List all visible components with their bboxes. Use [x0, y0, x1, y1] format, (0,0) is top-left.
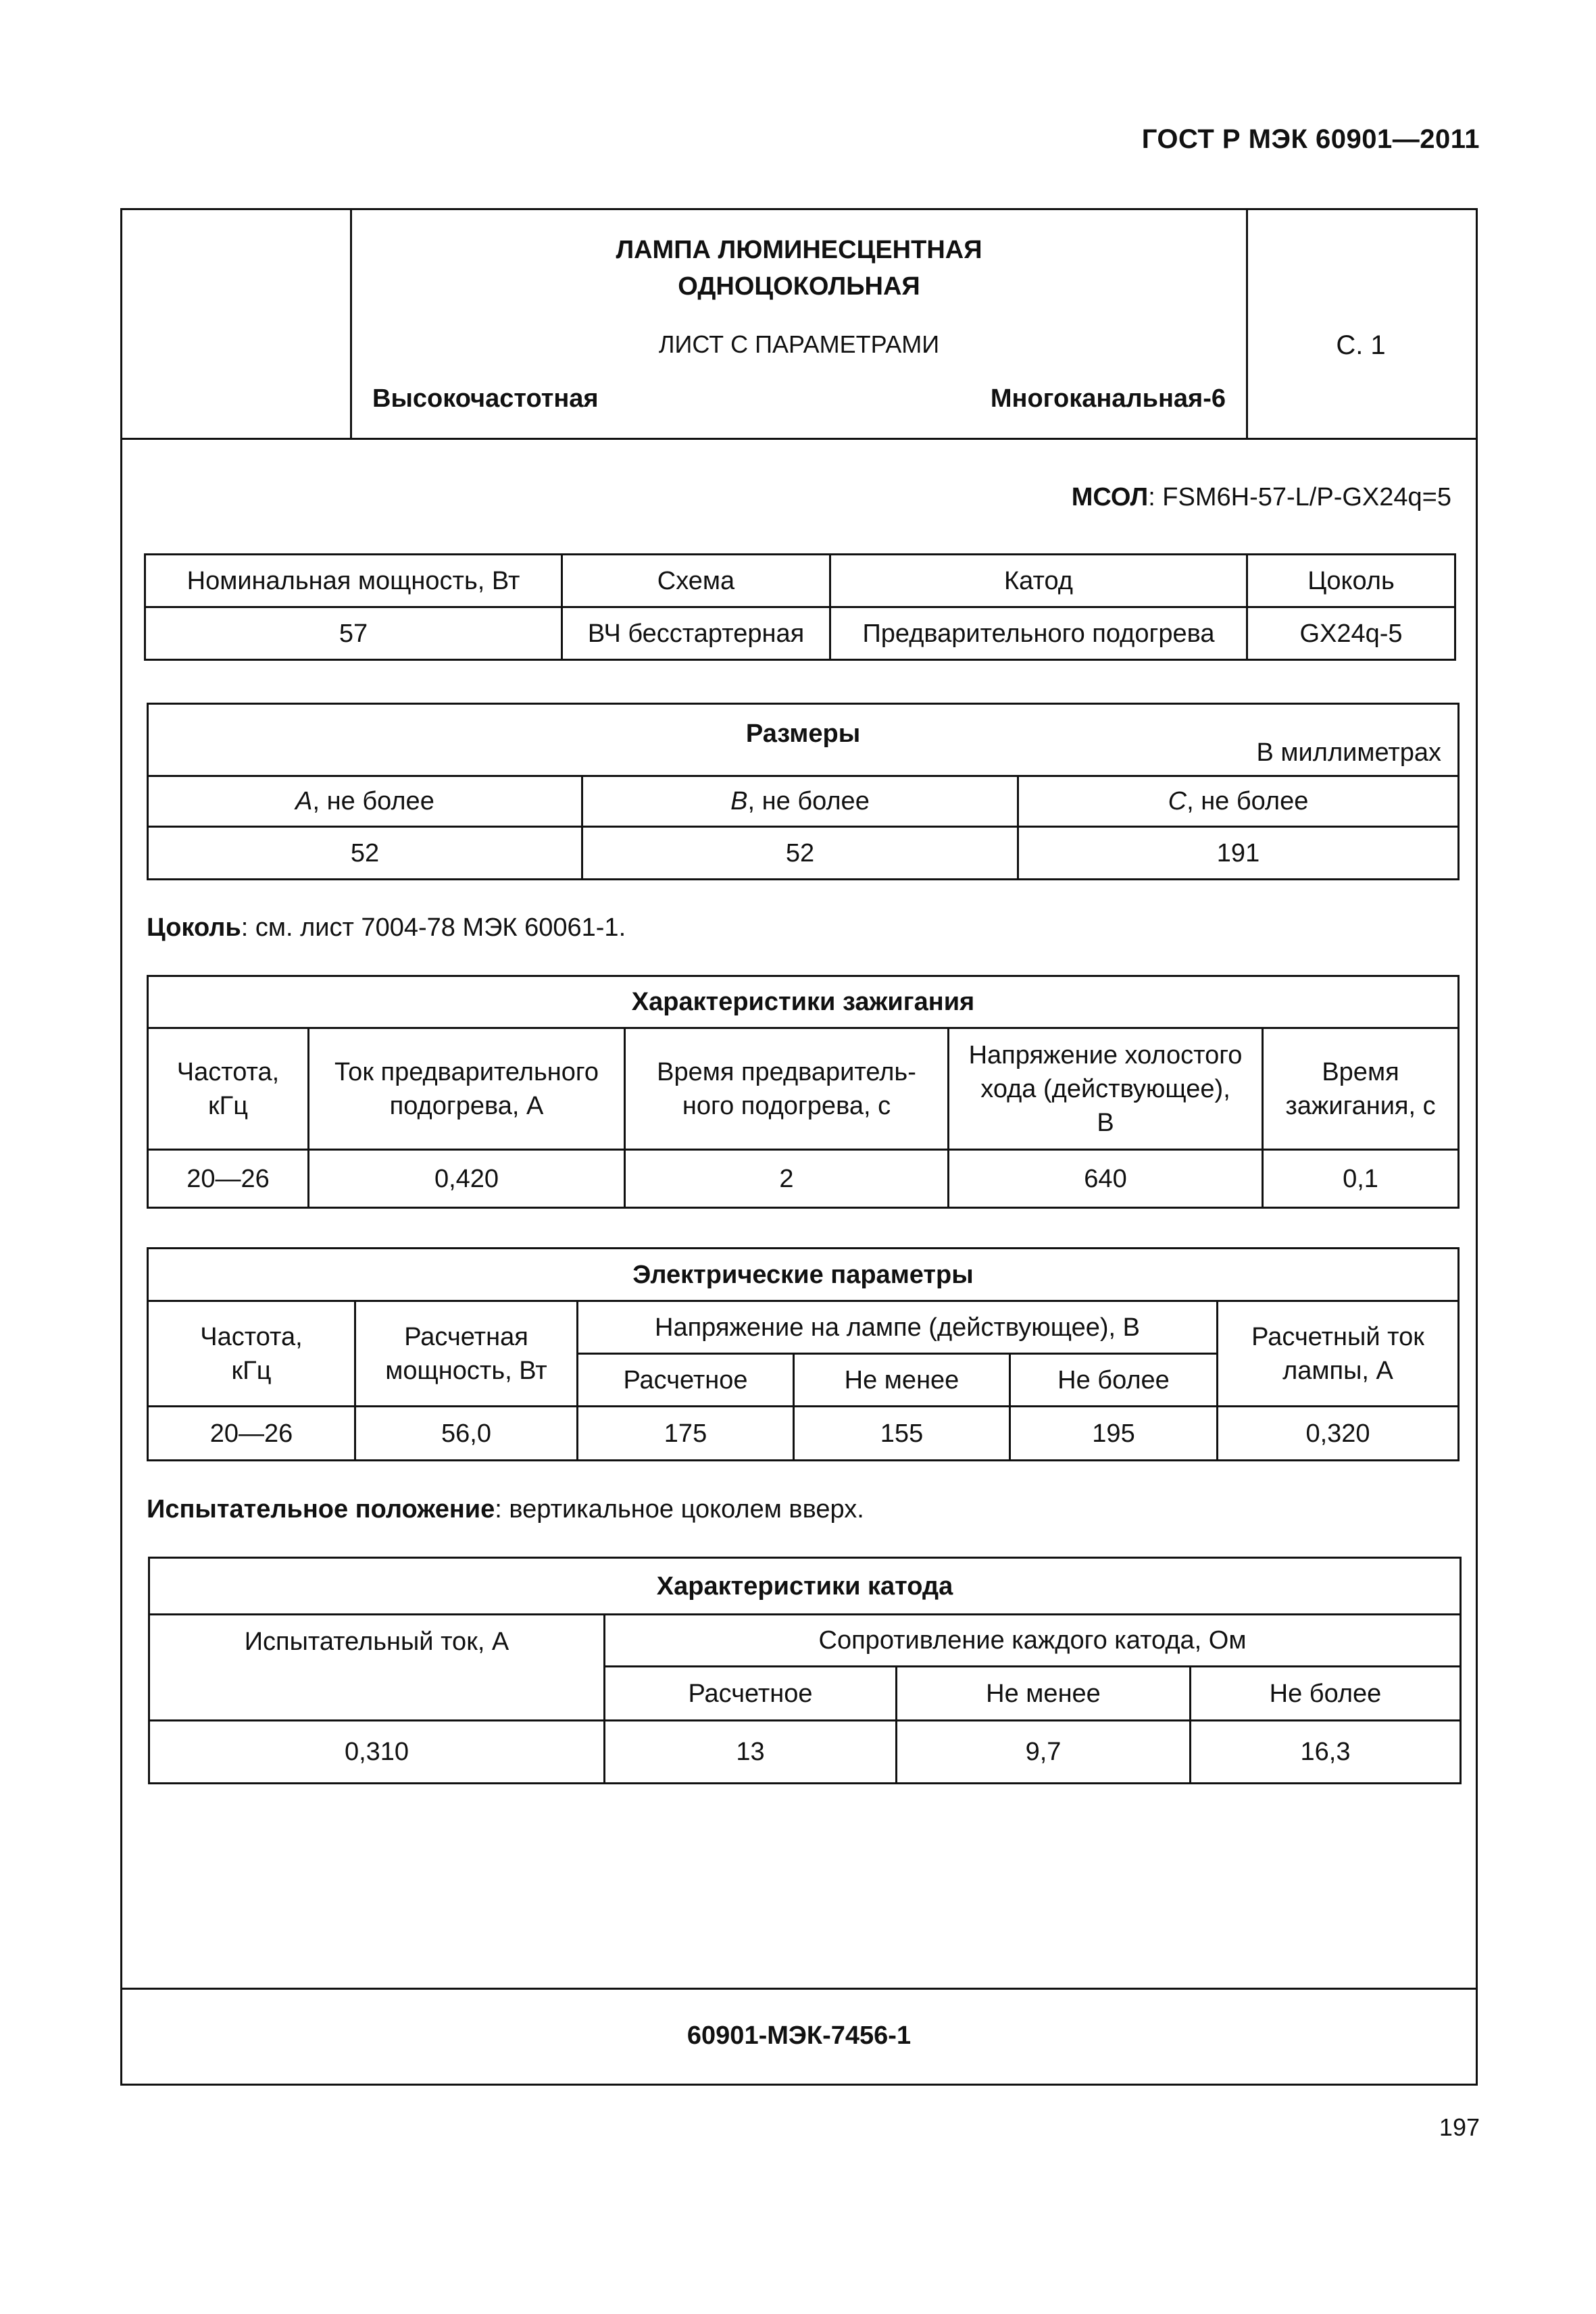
table-cell: ВЧ бесстартерная	[562, 607, 830, 660]
ignition-title: Характеристики зажигания	[148, 976, 1459, 1028]
table-cell: 20—26	[148, 1150, 309, 1208]
page-number: 197	[1439, 2113, 1480, 2141]
table-header: Расчетное	[605, 1667, 897, 1721]
table-cell: 9,7	[897, 1721, 1191, 1784]
table-cell: 13	[605, 1721, 897, 1784]
cap-text: : см. лист 7004-78 МЭК 60061-1.	[241, 913, 626, 942]
table-header: Частота, кГц	[148, 1028, 309, 1150]
header-right-label: Многоканальная-6	[990, 384, 1226, 413]
table-cell: 0,1	[1263, 1150, 1459, 1208]
table-row	[149, 1721, 1461, 1784]
dimensions-title-cell	[148, 704, 1459, 776]
table-header: Время предваритель- ного подогрева, с	[625, 1028, 949, 1150]
header-right-cell	[1246, 210, 1476, 438]
table-header: Напряжение на лампе (действующее), В	[578, 1301, 1218, 1354]
table-header: Не менее	[794, 1354, 1010, 1407]
sheet-title	[352, 232, 1246, 305]
table-cell: 52	[582, 827, 1018, 880]
table-header: Схема	[562, 555, 830, 607]
header-left-label: Высокочастотная	[372, 384, 599, 413]
table-row	[148, 976, 1459, 1028]
table-header: Расчетный ток лампы, А	[1218, 1301, 1459, 1407]
table-cell: 2	[625, 1150, 949, 1208]
dimensions-unit: В миллиметрах	[1256, 738, 1442, 767]
table-row	[149, 1558, 1461, 1615]
designation-label: МСОЛ	[1071, 483, 1149, 511]
cap-reference	[147, 913, 626, 942]
table-header: Частота, кГц	[148, 1301, 355, 1407]
table-header: Катод	[830, 555, 1247, 607]
table-header: C, не более	[1018, 776, 1459, 827]
table-cell: 16,3	[1191, 1721, 1461, 1784]
title-line-1: ЛАМПА ЛЮМИНЕСЦЕНТНАЯ	[616, 236, 982, 264]
standard-number: ГОСТ Р МЭК 60901—2011	[1141, 124, 1480, 154]
main-parameters-table	[144, 553, 1456, 661]
cathode-title: Характеристики катода	[149, 1558, 1461, 1615]
title-line-2: ОДНОЦОКОЛЬНАЯ	[678, 272, 920, 301]
table-header: Испытательный ток, А	[149, 1615, 605, 1721]
table-row	[145, 555, 1455, 607]
test-position-label: Испытательное положение	[147, 1495, 495, 1524]
table-header: Время зажигания, с	[1263, 1028, 1459, 1150]
cap-label: Цоколь	[147, 913, 241, 942]
sheet-subtitle: ЛИСТ С ПАРАМЕТРАМИ	[658, 330, 940, 358]
table-cell: 175	[578, 1407, 794, 1461]
table-header: Расчетное	[578, 1354, 794, 1407]
designation-value: : FSM6H-57-L/P-GX24q=5	[1148, 483, 1451, 511]
table-row	[148, 827, 1459, 880]
table-row	[148, 1249, 1459, 1301]
sheet-header	[122, 210, 1476, 440]
dimensions-title: Размеры	[745, 720, 861, 748]
table-cell: 195	[1010, 1407, 1218, 1461]
table-cell: 20—26	[148, 1407, 355, 1461]
table-cell: 191	[1018, 827, 1459, 880]
table-cell: 56,0	[355, 1407, 578, 1461]
test-position	[147, 1495, 864, 1524]
header-left-cell	[122, 210, 352, 438]
table-row	[148, 1407, 1459, 1461]
table-cell: 155	[794, 1407, 1010, 1461]
ignition-table	[147, 975, 1460, 1209]
table-row	[148, 1028, 1459, 1150]
electrical-table	[147, 1247, 1460, 1461]
table-header: Номинальная мощность, Вт	[145, 555, 562, 607]
table-row	[145, 607, 1455, 660]
sheet-code: 60901-МЭК-7456-1	[122, 1988, 1476, 2084]
table-header: Расчетная мощность, Вт	[355, 1301, 578, 1407]
table-cell: 0,310	[149, 1721, 605, 1784]
sheet-page: С. 1	[1336, 330, 1386, 360]
cathode-table	[148, 1557, 1462, 1784]
table-row	[148, 776, 1459, 827]
table-header: Не более	[1010, 1354, 1218, 1407]
electrical-title: Электрические параметры	[148, 1249, 1459, 1301]
lamp-designation	[1072, 483, 1451, 512]
table-header: Напряжение холостого хода (действующее), В	[949, 1028, 1263, 1150]
table-cell: 0,320	[1218, 1407, 1459, 1461]
table-header: A, не более	[148, 776, 582, 827]
table-row	[148, 704, 1459, 776]
table-header: B, не более	[582, 776, 1018, 827]
table-header: Не более	[1191, 1667, 1461, 1721]
table-cell: 0,420	[309, 1150, 625, 1208]
table-cell: 52	[148, 827, 582, 880]
table-cell: 57	[145, 607, 562, 660]
dimensions-table	[147, 703, 1460, 880]
table-header: Ток предварительного подогрева, А	[309, 1028, 625, 1150]
table-row	[149, 1615, 1461, 1667]
test-position-text: : вертикальное цоколем вверх.	[495, 1495, 864, 1524]
table-row	[148, 1301, 1459, 1354]
table-header: Сопротивление каждого катода, Ом	[605, 1615, 1461, 1667]
table-header: Не менее	[897, 1667, 1191, 1721]
table-row	[148, 1150, 1459, 1208]
table-header: Цоколь	[1247, 555, 1455, 607]
table-cell: Предварительного подогрева	[830, 607, 1247, 660]
table-cell: 640	[949, 1150, 1263, 1208]
table-cell: GX24q-5	[1247, 607, 1455, 660]
